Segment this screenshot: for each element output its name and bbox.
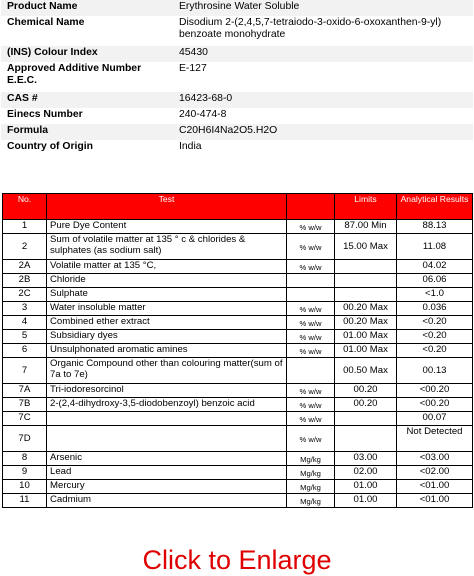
info-value: 240-474-8	[179, 109, 227, 120]
table-row	[3, 234, 473, 260]
test-unit	[287, 288, 335, 302]
info-label: Product Name	[1, 0, 173, 16]
test-header-row	[3, 194, 473, 220]
test-result: 11.08	[397, 234, 473, 260]
info-label: Country of Origin	[7, 141, 94, 152]
test-name: Chloride	[47, 274, 287, 288]
test-unit: % w/w	[287, 344, 335, 358]
table-row	[3, 398, 473, 412]
table-row	[3, 316, 473, 330]
row-number: 7D	[3, 426, 47, 452]
table-row	[3, 494, 473, 508]
test-limit: 00.20 Max	[335, 316, 397, 330]
test-unit: Mg/kg	[287, 480, 335, 494]
row-number: 6	[3, 344, 47, 358]
test-name: Organic Compound other than colouring matter(sum of 7a to 7e)	[47, 358, 287, 384]
header-no: No.	[3, 194, 47, 220]
row-number: 2	[3, 234, 47, 260]
row-number: 8	[3, 452, 47, 466]
info-value: 16423-68-0	[173, 92, 473, 108]
test-name: Arsenic	[47, 452, 287, 466]
test-rows	[3, 220, 473, 508]
info-label: Formula	[1, 124, 173, 140]
test-limit: 02.00	[335, 466, 397, 480]
row-number: 7	[3, 358, 47, 384]
table-row	[3, 330, 473, 344]
table-row	[3, 452, 473, 466]
test-result: 04.02	[397, 260, 473, 274]
test-name: Unsulphonated aromatic amines	[47, 344, 287, 358]
row-number: 9	[3, 466, 47, 480]
test-results-table	[2, 193, 473, 508]
test-unit: % w/w	[287, 412, 335, 426]
info-row	[1, 140, 473, 156]
test-result: <0.20	[397, 344, 473, 358]
table-row	[3, 384, 473, 398]
test-name: Sum of volatile matter at 135 ° c & chlorides & sulphates (as sodium salt)	[47, 234, 287, 260]
test-limit	[335, 426, 397, 452]
test-unit: Mg/kg	[287, 466, 335, 480]
test-unit: % w/w	[287, 316, 335, 330]
test-result: Not Detected	[397, 426, 473, 452]
test-limit	[335, 260, 397, 274]
test-result: <03.00	[397, 452, 473, 466]
test-name: Water insoluble matter	[47, 302, 287, 316]
test-result: <01.00	[397, 480, 473, 494]
test-result: 00.13	[397, 358, 473, 384]
test-unit: % w/w	[287, 330, 335, 344]
table-row	[3, 260, 473, 274]
test-limit: 00.20	[335, 384, 397, 398]
row-number: 5	[3, 330, 47, 344]
info-value: 45430	[173, 46, 473, 62]
info-label: (INS) Colour Index	[1, 46, 173, 62]
test-result: 88.13	[397, 220, 473, 234]
test-name: Volatile matter at 135 °C,	[47, 260, 287, 274]
table-row	[3, 358, 473, 384]
table-row	[3, 480, 473, 494]
test-unit: Mg/kg	[287, 494, 335, 508]
test-result: <01.00	[397, 494, 473, 508]
row-number: 2C	[3, 288, 47, 302]
header-unit	[287, 194, 335, 220]
row-number: 1	[3, 220, 47, 234]
info-value: E-127	[179, 63, 207, 74]
test-limit: 87.00 Min	[335, 220, 397, 234]
test-result: <02.00	[397, 466, 473, 480]
test-limit: 00.50 Max	[335, 358, 397, 384]
info-label: Einecs Number	[7, 109, 83, 120]
test-name	[47, 426, 287, 452]
table-row	[3, 412, 473, 426]
test-name: Tri-iodoresorcinol	[47, 384, 287, 398]
test-limit: 01.00	[335, 494, 397, 508]
test-unit: % w/w	[287, 426, 335, 452]
test-result: 0.036	[397, 302, 473, 316]
header-limits: Limits	[335, 194, 397, 220]
test-unit: % w/w	[287, 234, 335, 260]
test-result: 06.06	[397, 274, 473, 288]
test-result: <00.20	[397, 384, 473, 398]
table-row	[3, 466, 473, 480]
test-name: Lead	[47, 466, 287, 480]
info-row	[1, 16, 473, 46]
info-value: Disodium 2-(2,4,5,7-tetraiodo-3-oxido-6-oxoxanthen-9-yl) benzoate monohydrate	[179, 17, 442, 40]
info-value: Erythrosine Water Soluble	[173, 0, 473, 16]
test-limit: 01.00 Max	[335, 330, 397, 344]
row-number: 2A	[3, 260, 47, 274]
test-result: <0.20	[397, 316, 473, 330]
info-row	[1, 62, 473, 92]
info-label: CAS #	[1, 92, 173, 108]
test-limit	[335, 274, 397, 288]
row-number: 11	[3, 494, 47, 508]
test-unit: % w/w	[287, 384, 335, 398]
info-row	[1, 124, 473, 140]
product-info-table	[1, 0, 473, 156]
test-limit: 03.00	[335, 452, 397, 466]
test-limit: 00.20 Max	[335, 302, 397, 316]
header-results: Analytical Results	[397, 194, 473, 220]
click-to-enlarge-link[interactable]: Click to Enlarge	[142, 545, 332, 575]
row-number: 7B	[3, 398, 47, 412]
test-name: Combined ether extract	[47, 316, 287, 330]
test-limit: 01.00	[335, 480, 397, 494]
info-value: India	[179, 141, 202, 152]
test-name	[47, 412, 287, 426]
test-unit: % w/w	[287, 260, 335, 274]
test-unit: Mg/kg	[287, 452, 335, 466]
table-row	[3, 426, 473, 452]
test-unit: % w/w	[287, 398, 335, 412]
info-value: C20H6I4Na2O5.H2O	[173, 124, 473, 140]
info-label: Chemical Name	[7, 17, 85, 28]
table-row	[3, 220, 473, 234]
test-name: Cadmium	[47, 494, 287, 508]
test-name: Pure Dye Content	[47, 220, 287, 234]
row-number: 4	[3, 316, 47, 330]
info-row	[1, 92, 473, 108]
table-row	[3, 274, 473, 288]
test-name: Mercury	[47, 480, 287, 494]
info-label: Approved Additive Number E.E.C.	[7, 63, 142, 86]
info-row	[1, 46, 473, 62]
test-unit: % w/w	[287, 302, 335, 316]
test-result: <00.20	[397, 398, 473, 412]
row-number: 3	[3, 302, 47, 316]
row-number: 10	[3, 480, 47, 494]
row-number: 7C	[3, 412, 47, 426]
table-row	[3, 344, 473, 358]
table-row	[3, 302, 473, 316]
test-limit	[335, 288, 397, 302]
table-row	[3, 288, 473, 302]
test-unit: % w/w	[287, 220, 335, 234]
test-unit	[287, 358, 335, 384]
test-result: 00.07	[397, 412, 473, 426]
info-row	[1, 0, 473, 16]
test-limit: 15.00 Max	[335, 234, 397, 260]
test-name: Sulphate	[47, 288, 287, 302]
test-limit: 00.20	[335, 398, 397, 412]
info-row	[1, 108, 473, 124]
row-number: 7A	[3, 384, 47, 398]
test-name: Subsidiary dyes	[47, 330, 287, 344]
test-limit	[335, 412, 397, 426]
header-test: Test	[47, 194, 287, 220]
test-result: <0.20	[397, 330, 473, 344]
test-name: 2-(2,4-dihydroxy-3,5-diodobenzoyl) benzoic acid	[47, 398, 287, 412]
row-number: 2B	[3, 274, 47, 288]
test-result: <1.0	[397, 288, 473, 302]
test-unit	[287, 274, 335, 288]
test-limit: 01.00 Max	[335, 344, 397, 358]
